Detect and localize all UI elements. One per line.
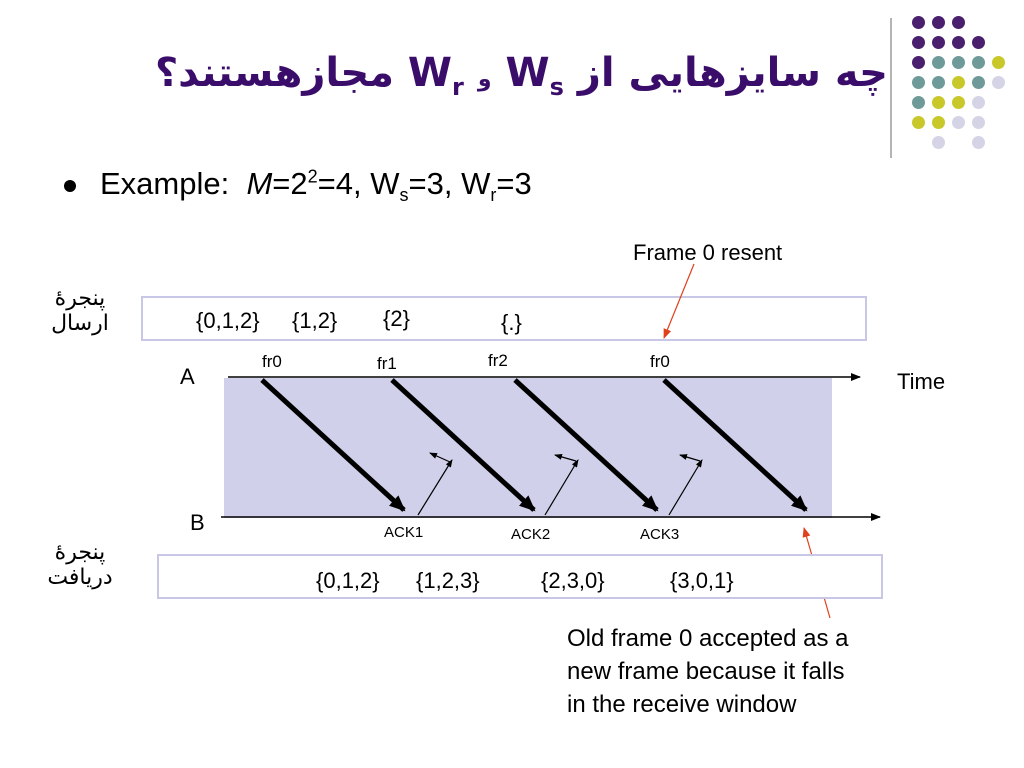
callout-frame-resent: Frame 0 resent [633, 240, 783, 265]
recv-window-2: {2,3,0} [541, 568, 605, 593]
example-text: Example: $M=2^2=4$, $W_s=3$, $W_r=3$ [100, 166, 532, 206]
callout-arrow-top [664, 264, 694, 338]
send-window-label: پنجرهٔ ارسال [51, 286, 109, 336]
title-wr: $W_r$ [407, 50, 464, 101]
send-window-2: {2} [383, 306, 410, 331]
station-b-label: B [190, 510, 205, 535]
send-window-3: {.} [501, 310, 522, 335]
time-axis-label: Time [897, 369, 946, 394]
recv-window-0: {0,1,2} [316, 568, 380, 593]
recv-window-label: پنجرهٔ دریافت [47, 540, 113, 590]
frame-label: fr0 [262, 352, 282, 371]
recv-window-3: {3,0,1} [670, 568, 734, 593]
send-window-1: {1,2} [292, 308, 338, 333]
title-part2: مجازهستند؟ [154, 50, 394, 96]
title-and: و [477, 67, 492, 92]
recv-window-1: {1,2,3} [416, 568, 480, 593]
recv-window-box [157, 554, 883, 599]
ack-label: ACK3 [640, 526, 680, 543]
frame-label: fr1 [377, 354, 397, 373]
callout-old-frame-accepted: Old frame 0 accepted as a new frame because it falls in the receive window [567, 625, 849, 718]
ack-label: ACK2 [511, 526, 551, 543]
ack-label: ACK1 [384, 524, 424, 541]
frame-label: fr2 [488, 351, 508, 370]
title-ws: $W_s$ [505, 50, 564, 101]
send-window-0: {0,1,2} [196, 308, 260, 333]
title-part1: چه سایزهایی از [577, 50, 888, 96]
station-a-label: A [180, 364, 195, 389]
frame-label: fr0 [650, 352, 670, 371]
